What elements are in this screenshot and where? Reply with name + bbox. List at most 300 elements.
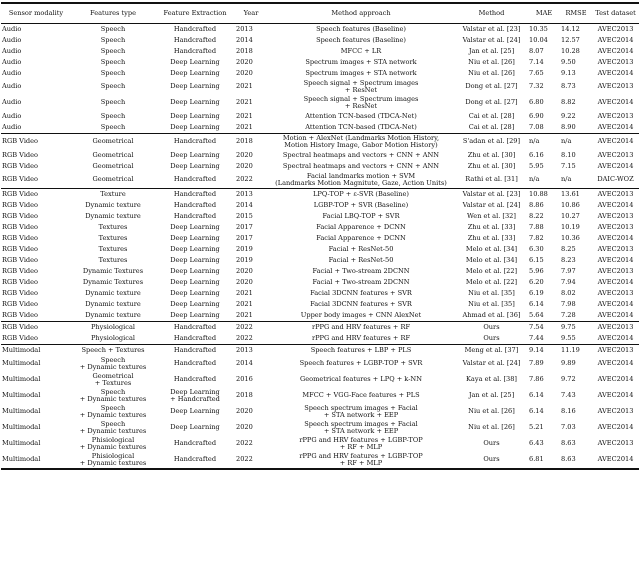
cell-features-type — [71, 111, 155, 122]
cell-feature-extraction-line: Handcrafted — [173, 46, 217, 55]
cell-year: 2020 — [236, 150, 253, 159]
cell-feature-extraction — [155, 420, 235, 436]
cell-test-dataset: AVEC2014 — [597, 423, 634, 432]
cell-method-approach — [267, 79, 455, 95]
cell-method-approach-line: Speech features + LBP + PLS — [310, 345, 412, 354]
cell-test-dataset: AVEC2014 — [592, 452, 639, 469]
cell-feature-extraction-line: Deep Learning — [170, 277, 220, 286]
cell-sensor-modality: Audio — [2, 111, 22, 120]
cell-method-approach-line: Facial + Two-stream 2DCNN — [312, 277, 410, 286]
cell-method-approach-line: Speech features + LGBP-TOP + SVR — [299, 359, 423, 368]
cell-method-approach — [267, 200, 455, 211]
cell-sensor-modality: RGB Video — [1, 189, 71, 201]
cell-features-type — [71, 95, 155, 111]
cell-mae: 8.07 — [529, 46, 544, 55]
cell-features-type-line: Speech — [100, 420, 126, 428]
cell-method: Melo et al. [34] — [465, 244, 518, 253]
cell-rmse: 8.63 — [560, 452, 592, 469]
cell-method-approach-line: Speech signal + Spectrum images — [303, 79, 419, 87]
cell-sensor-modality: RGB Video — [2, 150, 39, 159]
cell-features-type — [71, 255, 155, 266]
cell-mae: 7.82 — [529, 233, 544, 242]
cell-feature-extraction — [155, 122, 235, 134]
cell-feature-extraction — [155, 356, 235, 372]
cell-features-type-line: Speech — [100, 388, 126, 396]
cell-features-type — [71, 24, 155, 36]
cell-method: Niu et al. [26] — [468, 407, 515, 416]
cell-features-type-line: Dynamic texture — [85, 299, 141, 308]
cell-test-dataset: AVEC2014 — [597, 391, 634, 400]
cell-features-type — [71, 436, 155, 452]
cell-features-type-line: Speech — [100, 82, 126, 91]
cell-feature-extraction — [155, 333, 235, 345]
cell-feature-extraction — [155, 322, 235, 334]
cell-sensor-modality: Multimodal — [2, 375, 41, 384]
cell-features-type — [71, 310, 155, 322]
cell-test-dataset: AVEC2013 — [597, 407, 634, 416]
cell-sensor-modality: Audio — [2, 68, 22, 77]
cell-feature-extraction — [155, 111, 235, 122]
cell-feature-extraction — [155, 266, 235, 277]
cell-method: Niu et al. [35] — [468, 288, 515, 297]
cell-method: Rathi et al. [31] — [465, 175, 518, 184]
cell-feature-extraction — [155, 404, 235, 420]
cell-sensor-modality: RGB Video — [2, 200, 39, 209]
cell-sensor-modality: Multimodal — [2, 359, 41, 368]
cell-rmse: 12.57 — [561, 35, 580, 44]
cell-test-dataset: AVEC2014 — [597, 200, 634, 209]
cell-rmse: 7.98 — [561, 299, 576, 308]
table-row — [1, 95, 639, 111]
cell-mae: 7.86 — [529, 375, 544, 384]
cell-mae: 8.86 — [529, 200, 544, 209]
cell-mae: 6.80 — [529, 98, 544, 107]
cell-sensor-modality: RGB Video — [2, 299, 39, 308]
cell-features-type-line: Textures — [98, 222, 128, 231]
cell-method: Niu et al. [26] — [468, 68, 515, 77]
cell-method-approach — [267, 255, 455, 266]
table-row — [1, 420, 639, 436]
cell-features-type — [71, 134, 155, 151]
cell-method: Zhu et al. [30] — [467, 150, 516, 159]
header-sensor-modality: Sensor modality — [1, 3, 71, 24]
cell-feature-extraction-line: Handcrafted — [173, 24, 217, 33]
cell-feature-extraction — [155, 57, 235, 68]
table-row — [1, 356, 639, 372]
cell-mae: 6.14 — [529, 299, 544, 308]
cell-feature-extraction — [155, 161, 235, 172]
cell-feature-extraction-line: Handcrafted — [173, 175, 217, 184]
cell-test-dataset: AVEC2013 — [597, 244, 634, 253]
cell-mae: 6.43 — [529, 439, 544, 448]
cell-rmse: 9.22 — [561, 111, 576, 120]
cell-feature-extraction-line: Deep Learning — [170, 233, 220, 242]
cell-method-approach-line: rPPG and HRV features + LGBP-TOP — [299, 436, 423, 444]
cell-method-approach-line: LGBP-TOP + SVR (Baseline) — [313, 200, 409, 209]
cell-method-approach-line: Motion + AlexNet (Landmarks Motion History, — [282, 133, 440, 142]
header-rmse: RMSE — [560, 3, 592, 24]
cell-method-approach — [267, 372, 455, 388]
cell-mae: 6.16 — [529, 150, 544, 159]
cell-method-approach — [267, 356, 455, 372]
table-row — [1, 111, 639, 122]
cell-feature-extraction-line: Deep Learning — [170, 244, 220, 253]
cell-features-type-line: Geometrical — [92, 150, 134, 159]
cell-test-dataset: AVEC2014 — [597, 277, 634, 286]
table-row — [1, 134, 639, 151]
cell-method-approach — [267, 24, 455, 36]
cell-feature-extraction — [155, 244, 235, 255]
cell-year: 2022 — [235, 322, 267, 334]
cell-method: S'adan et al. [29] — [455, 134, 528, 151]
cell-method-approach-line: Facial + ResNet-50 — [328, 255, 394, 264]
cell-method-approach-line: Spectral heatmaps and vectors + CNN + ANN — [282, 161, 440, 170]
cell-year: 2022 — [236, 439, 253, 448]
cell-rmse: 11.19 — [560, 345, 592, 357]
cell-sensor-modality: Multimodal — [1, 345, 71, 357]
cell-features-type — [71, 211, 155, 222]
cell-year: 2022 — [236, 175, 253, 184]
cell-method-approach-line: (Landmarks Motion Magnitute, Gaze, Action Units) — [275, 179, 447, 187]
cell-rmse: 10.28 — [561, 46, 580, 55]
cell-features-type — [71, 372, 155, 388]
cell-method-approach — [267, 68, 455, 79]
cell-method: Ours — [455, 452, 528, 469]
cell-features-type — [71, 79, 155, 95]
cell-method: Valstar et al. [24] — [462, 359, 521, 368]
cell-year: 2018 — [236, 46, 253, 55]
cell-method-approach — [267, 46, 455, 57]
cell-features-type — [71, 288, 155, 299]
cell-year: 2022 — [235, 452, 267, 469]
cell-feature-extraction-line: Deep Learning — [170, 122, 220, 131]
cell-method: Valstar et al. [24] — [462, 200, 521, 209]
cell-test-dataset: AVEC2014 — [597, 98, 634, 107]
cell-feature-extraction-line: Deep Learning — [170, 111, 220, 120]
cell-mae: 5.96 — [529, 266, 544, 275]
cell-mae: 8.22 — [529, 211, 544, 220]
table-row — [1, 372, 639, 388]
cell-rmse: 8.63 — [561, 439, 576, 448]
cell-method-approach — [267, 111, 455, 122]
cell-method-approach-line: Upper body images + CNN AlexNet — [300, 310, 422, 319]
cell-features-type-line: + Dynamic textures — [79, 459, 147, 467]
cell-feature-extraction-line: Deep Learning — [170, 310, 220, 319]
cell-method-approach — [267, 310, 455, 322]
cell-features-type-line: Dynamic texture — [85, 310, 141, 319]
cell-method-approach-line: Speech features (Baseline) — [316, 35, 406, 44]
cell-mae: 6.19 — [529, 288, 544, 297]
cell-year: 2020 — [236, 161, 253, 170]
cell-features-type-line: Physiological — [90, 333, 135, 342]
cell-rmse: 14.12 — [561, 24, 580, 33]
cell-sensor-modality: RGB Video — [2, 288, 39, 297]
cell-features-type-line: Speech — [100, 24, 126, 33]
table-row — [1, 24, 639, 36]
cell-method-approach-line: Geometrical features + LPQ + k-NN — [300, 375, 422, 384]
table-row — [1, 222, 639, 233]
cell-method: Jan et al. [25] — [468, 391, 515, 400]
cell-features-type — [71, 222, 155, 233]
cell-features-type-line: Dynamic texture — [85, 200, 141, 209]
cell-features-type-line: + Dynamic textures — [79, 395, 147, 403]
cell-mae: 9.14 — [528, 345, 560, 357]
cell-mae: 7.54 — [528, 322, 560, 334]
cell-features-type — [71, 333, 155, 345]
cell-method-approach — [267, 404, 455, 420]
cell-test-dataset: AVEC2013 — [597, 288, 634, 297]
cell-features-type-line: Texture — [100, 189, 126, 198]
cell-rmse: 10.36 — [561, 233, 580, 242]
cell-features-type — [71, 172, 155, 189]
cell-features-type — [71, 322, 155, 334]
header-method: Method — [455, 3, 528, 24]
cell-test-dataset: AVEC2013 — [592, 345, 639, 357]
table-row — [1, 150, 639, 161]
cell-test-dataset: AVEC2014 — [597, 359, 634, 368]
cell-method-approach-line: Facial 3DCNN features + SVR — [310, 299, 412, 308]
cell-feature-extraction-line: Deep Learning — [170, 288, 220, 297]
cell-rmse: n/a — [561, 175, 572, 184]
cell-sensor-modality: RGB Video — [2, 222, 39, 231]
cell-feature-extraction-line: Handcrafted — [173, 189, 217, 198]
cell-method-approach-line: Speech spectrum images + Facial — [304, 420, 418, 428]
cell-feature-extraction — [155, 452, 235, 469]
cell-sensor-modality: Audio — [2, 98, 22, 107]
cell-test-dataset: AVEC2013 — [597, 82, 634, 91]
cell-feature-extraction-line: Deep Learning — [170, 266, 220, 275]
cell-feature-extraction-line: Handcrafted — [173, 455, 217, 464]
cell-method-approach-line: Facial + ResNet-50 — [328, 244, 394, 253]
cell-features-type-line: Dynamic Textures — [82, 266, 144, 275]
cell-year: 2018 — [235, 134, 267, 151]
table-row — [1, 288, 639, 299]
cell-feature-extraction-line: Deep Learning — [170, 255, 220, 264]
cell-features-type-line: Speech + Textures — [81, 345, 145, 354]
cell-sensor-modality: Multimodal — [1, 452, 71, 469]
cell-feature-extraction — [155, 150, 235, 161]
cell-rmse: 10.19 — [561, 222, 580, 231]
cell-features-type — [71, 189, 155, 201]
cell-sensor-modality: RGB Video — [2, 161, 39, 170]
cell-method-approach-line: Spectral heatmaps and vectors + CNN + ANN — [282, 150, 440, 159]
cell-year: 2016 — [236, 375, 253, 384]
cell-method: Zhu et al. [30] — [467, 161, 516, 170]
cell-features-type-line: + Dynamic textures — [79, 443, 147, 451]
cell-year: 2020 — [236, 57, 253, 66]
cell-feature-extraction — [155, 79, 235, 95]
cell-rmse: 7.94 — [561, 277, 576, 286]
cell-features-type-line: Speech — [100, 57, 126, 66]
cell-year: 2014 — [236, 200, 253, 209]
cell-sensor-modality: RGB Video — [2, 255, 39, 264]
table-row — [1, 172, 639, 189]
cell-feature-extraction-line: Deep Learning — [170, 388, 220, 396]
table-row — [1, 233, 639, 244]
cell-features-type-line: Dynamic texture — [85, 211, 141, 220]
cell-method-approach — [267, 211, 455, 222]
cell-features-type — [71, 200, 155, 211]
cell-feature-extraction — [155, 388, 235, 404]
cell-feature-extraction — [155, 35, 235, 46]
cell-method: Melo et al. [22] — [465, 266, 518, 275]
table-row — [1, 388, 639, 404]
cell-test-dataset: AVEC2014 — [597, 333, 634, 342]
cell-test-dataset: AVEC2013 — [597, 150, 634, 159]
cell-test-dataset: AVEC2014 — [597, 68, 634, 77]
cell-sensor-modality: RGB Video — [2, 175, 39, 184]
cell-test-dataset: AVEC2014 — [597, 375, 634, 384]
cell-rmse: 8.16 — [561, 407, 576, 416]
cell-rmse: 8.10 — [561, 150, 576, 159]
table-row — [1, 122, 639, 134]
cell-feature-extraction-line: Deep Learning — [170, 150, 220, 159]
cell-mae: 6.20 — [529, 277, 544, 286]
cell-rmse: 9.55 — [561, 333, 576, 342]
cell-feature-extraction — [155, 68, 235, 79]
cell-method: Kaya et al. [38] — [465, 375, 518, 384]
cell-year: 2020 — [236, 407, 253, 416]
cell-method-approach-line: + RF + MLP — [339, 443, 383, 451]
cell-feature-extraction-line: Deep Learning — [170, 68, 220, 77]
cell-method: Zhu et al. [33] — [467, 233, 516, 242]
cell-features-type-line: Physiological — [90, 322, 135, 331]
cell-features-type-line: Phisiological — [91, 452, 135, 460]
cell-test-dataset: AVEC2013 — [597, 24, 634, 33]
cell-method-approach-line: + ResNet — [344, 86, 378, 94]
cell-rmse: 8.73 — [561, 82, 576, 91]
cell-feature-extraction-line: Handcrafted — [173, 359, 217, 368]
cell-rmse: 7.97 — [561, 266, 576, 275]
cell-method-approach — [267, 277, 455, 288]
cell-feature-extraction-line: Handcrafted — [173, 200, 217, 209]
cell-feature-extraction — [155, 222, 235, 233]
cell-mae: 6.14 — [529, 391, 544, 400]
cell-method-approach-line: MFCC + LR — [340, 46, 382, 55]
cell-method-approach-line: rPPG and HRV features + RF — [311, 333, 411, 342]
cell-method-approach — [267, 452, 455, 469]
cell-method-approach-line: Speech features (Baseline) — [316, 24, 406, 33]
cell-mae: 6.14 — [529, 407, 544, 416]
cell-sensor-modality: RGB Video — [2, 277, 39, 286]
cell-features-type — [71, 161, 155, 172]
cell-year: 2020 — [236, 266, 253, 275]
cell-method-approach — [267, 57, 455, 68]
cell-features-type — [71, 452, 155, 469]
cell-method-approach — [267, 388, 455, 404]
cell-method: Wen et al. [32] — [467, 211, 516, 220]
cell-features-type-line: Geometrical — [92, 175, 134, 184]
cell-test-dataset: AVEC2013 — [597, 111, 634, 120]
cell-features-type — [71, 356, 155, 372]
header-test-dataset: Test dataset — [592, 3, 639, 24]
cell-rmse: 7.43 — [561, 391, 576, 400]
cell-feature-extraction — [155, 95, 235, 111]
cell-mae: 6.15 — [529, 255, 544, 264]
cell-year: 2021 — [236, 299, 253, 308]
cell-mae: 5.64 — [529, 310, 544, 319]
cell-year: 2014 — [236, 35, 253, 44]
cell-features-type-line: Phisiological — [91, 436, 135, 444]
table-row — [1, 266, 639, 277]
cell-method-approach — [267, 345, 455, 357]
cell-rmse: 7.15 — [561, 161, 576, 170]
cell-sensor-modality: RGB Video — [2, 266, 39, 275]
cell-sensor-modality: RGB Video — [2, 244, 39, 253]
table-row — [1, 322, 639, 334]
cell-year: 2021 — [236, 98, 253, 107]
cell-test-dataset: AVEC2014 — [597, 161, 634, 170]
table-header-row — [1, 3, 639, 24]
cell-test-dataset: AVEC2014 — [592, 134, 639, 151]
cell-features-type — [71, 388, 155, 404]
cell-features-type-line: Dynamic texture — [85, 288, 141, 297]
cell-mae: 7.08 — [529, 122, 544, 131]
cell-features-type-line: + Dynamic textures — [79, 411, 147, 419]
cell-sensor-modality: Audio — [2, 46, 22, 55]
cell-year: 2017 — [236, 233, 253, 242]
table-row — [1, 244, 639, 255]
cell-sensor-modality: RGB Video — [1, 322, 71, 334]
cell-test-dataset: AVEC2014 — [597, 255, 634, 264]
cell-rmse: 8.02 — [561, 288, 576, 297]
table-row — [1, 46, 639, 57]
cell-feature-extraction-line: Handcrafted — [173, 322, 217, 331]
cell-method-approach-line: Facial Apparence + DCNN — [316, 233, 406, 242]
cell-method: Valstar et al. [24] — [462, 35, 521, 44]
cell-test-dataset: AVEC2013 — [597, 439, 634, 448]
cell-rmse: 7.03 — [561, 423, 576, 432]
cell-method-approach — [267, 150, 455, 161]
table-row — [1, 452, 639, 469]
cell-method-approach-line: LPQ-TOP + ε-SVR (Baseline) — [313, 189, 409, 198]
cell-feature-extraction — [155, 172, 235, 189]
cell-method-approach — [267, 333, 455, 345]
cell-features-type-line: + Dynamic textures — [79, 427, 147, 435]
cell-method-approach-line: rPPG and HRV features + RF — [311, 322, 411, 331]
cell-year: 2019 — [236, 244, 253, 253]
cell-method: Ours — [483, 333, 500, 342]
results-table — [1, 2, 639, 470]
header-method-approach: Method approach — [267, 3, 455, 24]
cell-feature-extraction-line: Handcrafted — [173, 333, 217, 342]
cell-method-approach-line: Facial landmarks motion + SVM — [306, 172, 416, 180]
cell-feature-extraction — [155, 436, 235, 452]
table-row — [1, 333, 639, 345]
cell-sensor-modality: Audio — [2, 24, 22, 33]
cell-feature-extraction-line: Deep Learning — [170, 407, 220, 416]
cell-features-type-line: Speech — [100, 404, 126, 412]
cell-rmse: 9.13 — [561, 68, 576, 77]
cell-year: 2021 — [236, 310, 253, 319]
cell-method-approach — [267, 233, 455, 244]
header-features-type: Features type — [71, 3, 155, 24]
table-row — [1, 277, 639, 288]
cell-method: Dong et al. [27] — [465, 98, 518, 107]
table-row — [1, 436, 639, 452]
cell-method-approach — [267, 95, 455, 111]
cell-rmse: 10.86 — [561, 200, 580, 209]
cell-mae: 5.21 — [529, 423, 544, 432]
cell-mae: 6.90 — [529, 111, 544, 120]
cell-features-type — [71, 420, 155, 436]
cell-test-dataset: AVEC2014 — [597, 35, 634, 44]
cell-sensor-modality: Audio — [2, 57, 22, 66]
cell-sensor-modality: RGB Video — [2, 211, 39, 220]
cell-feature-extraction — [155, 233, 235, 244]
cell-method-approach — [267, 172, 455, 189]
cell-mae: 6.30 — [529, 244, 544, 253]
